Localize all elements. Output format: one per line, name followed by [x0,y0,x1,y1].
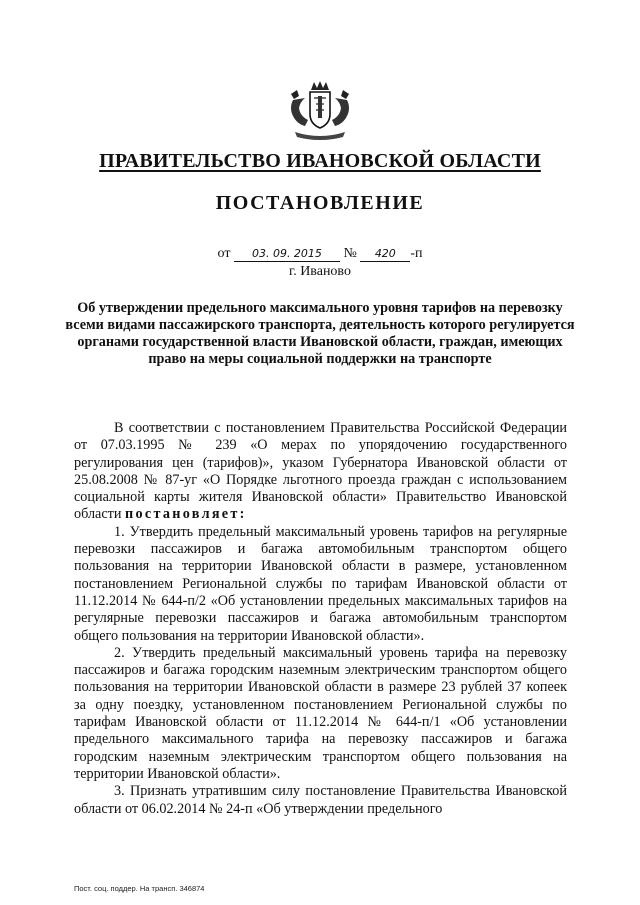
date-number-line [0,246,640,262]
date-prefix: от [217,246,231,261]
item-1-paragraph: 1. Утвердить предельный максимальный уровень тарифов на регулярные перевозки пассажиров и багажа автомобильным транспортом общего пользования на территории Ивановской области в размере, установленном постановлением Региональной службы по тарифам Ивановской области от 11.12.2014 № 644-п/2 «Об установлении предельных максимальных тарифов на регулярные перевозки пассажиров и багажа автомобильным транспортом общего пользования на территории Ивановской области». [74,523,567,644]
document-body [74,420,567,818]
item-2-paragraph: 2. Утвердить предельный максимальный уровень тарифа на перевозку пассажиров и багажа городским наземным электрическим транспортом общего пользования на территории Ивановской области в размере 23 рублей 37 копеек за одну поездку, установленном постановлением Региональной службы по тарифам Ивановской области от 11.12.2014 № 644-п/1 «Об установлении предельного максимального тарифа на перевозку пассажиров и багажа городским наземным электрическим транспортом общего пользования на территории Ивановской области». [74,644,567,782]
preamble-text: В соответствии с постановлением Правительства Российской Федерации от 07.03.1995 № 239 «О мерах по упорядочению государственного регулирования цен (тарифов)», указом Губернатора Ивановской области от 25.08.2008 № 87-уг «О Порядке льготного проезда граждан с использованием социальной карты жителя Ивановской области» Правительство Ивановской области [74,420,567,523]
ivanovo-coat-of-arms-icon [283,80,357,142]
preamble-paragraph [74,420,567,524]
document-heading: Об утверждении предельного максимального уровня тарифов на перевозку всеми видами пассажирского транспорта, деятельность которого регулируется органами государственной власти Ивановской области, граждан, имеющих право на меры социальной поддержки на транспорте [65,300,575,367]
footer-note: Пост. соц. поддер. На трансп. 346874 [74,884,205,893]
number-sign: № [343,246,357,261]
city: г. Иваново [289,264,351,279]
number-suffix: -п [410,246,423,261]
item-3-paragraph: 3. Признать утратившим силу постановление Правительства Ивановской области от 06.02.2014 № 24-п «Об утверждении предельного [74,783,567,817]
document-type: ПОСТАНОВЛЕНИЕ [215,192,425,214]
resolves-word: постановляет: [124,506,247,523]
government-title: ПРАВИТЕЛЬСТВО ИВАНОВСКОЙ ОБЛАСТИ [99,150,541,172]
document-date: 03. 09. 2015 [234,247,340,262]
document-number: 420 [360,247,410,262]
